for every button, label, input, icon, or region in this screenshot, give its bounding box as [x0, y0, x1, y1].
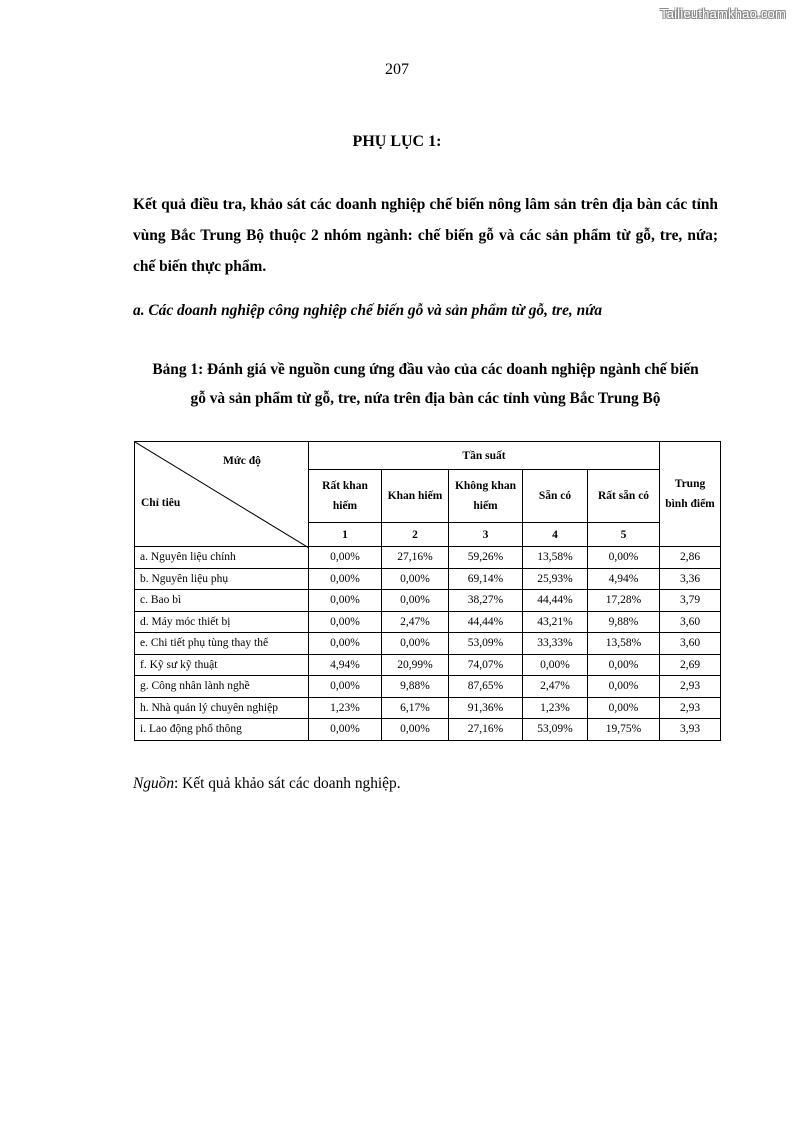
cell-value: 38,27% — [449, 590, 523, 612]
cell-average: 2,93 — [660, 697, 721, 719]
row-label: h. Nhà quản lý chuyên nghiệp — [135, 697, 309, 719]
cell-value: 13,58% — [523, 547, 588, 569]
intro-paragraph: Kết quả điều tra, khảo sát các doanh nghiệp chế biến nông lâm sản trên địa bàn các tỉnh vùng Bắc Trung Bộ thuộc 2 nhóm ngành: chế biến gỗ và các sản phẩm từ gỗ, tre, nứa; chế biến thực phẩm. — [133, 196, 718, 275]
row-label: d. Máy móc thiết bị — [135, 611, 309, 633]
table-caption-line-2: gỗ và sản phẩm từ gỗ, tre, nứa trên địa bàn các tỉnh vùng Bắc Trung Bộ — [190, 390, 661, 407]
cell-value: 0,00% — [588, 697, 660, 719]
cell-value: 9,88% — [382, 676, 449, 698]
header-num-5: 5 — [588, 523, 660, 547]
cell-average: 2,69 — [660, 654, 721, 676]
table-row — [135, 697, 721, 719]
cell-average: 3,60 — [660, 611, 721, 633]
cell-value: 59,26% — [449, 547, 523, 569]
cell-value: 0,00% — [382, 633, 449, 655]
row-label: e. Chi tiết phụ tùng thay thế — [135, 633, 309, 655]
header-col-4: Sẵn có — [523, 470, 588, 523]
cell-value: 0,00% — [309, 676, 382, 698]
row-label: i. Lao động phổ thông — [135, 719, 309, 741]
table-body — [135, 547, 721, 741]
cell-value: 0,00% — [309, 633, 382, 655]
cell-value: 25,93% — [523, 568, 588, 590]
table-row — [135, 611, 721, 633]
cell-value: 53,09% — [523, 719, 588, 741]
row-label: b. Nguyên liệu phụ — [135, 568, 309, 590]
row-label: g. Công nhân lành nghề — [135, 676, 309, 698]
cell-value: 4,94% — [588, 568, 660, 590]
table-row — [135, 719, 721, 741]
cell-average: 3,60 — [660, 633, 721, 655]
cell-value: 0,00% — [382, 590, 449, 612]
cell-value: 44,44% — [523, 590, 588, 612]
watermark: Tailieuthamkhao.com — [660, 6, 786, 21]
diagonal-divider — [135, 442, 309, 548]
header-col-2: Khan hiếm — [382, 470, 449, 523]
table-row — [135, 676, 721, 698]
cell-value: 6,17% — [382, 697, 449, 719]
cell-value: 9,88% — [588, 611, 660, 633]
cell-value: 44,44% — [449, 611, 523, 633]
table-caption — [133, 355, 718, 413]
header-frequency: Tần suất — [309, 442, 660, 470]
cell-value: 0,00% — [523, 654, 588, 676]
corner-label-criteria: Chỉ tiêu — [141, 497, 181, 509]
row-label: c. Bao bì — [135, 590, 309, 612]
cell-value: 0,00% — [309, 590, 382, 612]
cell-value: 20,99% — [382, 654, 449, 676]
cell-value: 0,00% — [309, 611, 382, 633]
cell-value: 0,00% — [309, 719, 382, 741]
cell-value: 0,00% — [588, 654, 660, 676]
source-label: Nguồn — [133, 775, 175, 792]
cell-value: 2,47% — [523, 676, 588, 698]
cell-average: 3,36 — [660, 568, 721, 590]
table-corner-cell — [135, 442, 309, 547]
cell-value: 53,09% — [449, 633, 523, 655]
cell-value: 33,33% — [523, 633, 588, 655]
cell-value: 1,23% — [309, 697, 382, 719]
cell-value: 27,16% — [382, 547, 449, 569]
table-row — [135, 590, 721, 612]
cell-value: 0,00% — [588, 676, 660, 698]
cell-value: 13,58% — [588, 633, 660, 655]
cell-value: 17,28% — [588, 590, 660, 612]
survey-table — [134, 441, 721, 741]
row-label: f. Kỹ sư kỹ thuật — [135, 654, 309, 676]
cell-value: 0,00% — [382, 719, 449, 741]
header-col-3: Không khan hiếm — [449, 470, 523, 523]
section-heading: a. Các doanh nghiệp công nghiệp chế biến gỗ và sản phẩm từ gỗ, tre, nứa — [133, 302, 603, 319]
page-number: 207 — [385, 61, 409, 78]
table-caption-line-1: Bảng 1: Đánh giá về nguồn cung ứng đầu vào của các doanh nghiệp ngành chế biến — [152, 361, 699, 378]
appendix-title: PHỤ LỤC 1: — [352, 133, 442, 150]
cell-value: 4,94% — [309, 654, 382, 676]
cell-value: 69,14% — [449, 568, 523, 590]
cell-average: 2,93 — [660, 676, 721, 698]
cell-value: 27,16% — [449, 719, 523, 741]
cell-average: 2,86 — [660, 547, 721, 569]
cell-average: 3,93 — [660, 719, 721, 741]
header-num-1: 1 — [309, 523, 382, 547]
cell-value: 0,00% — [309, 547, 382, 569]
source-note — [133, 775, 401, 793]
source-text: : Kết quả khảo sát các doanh nghiệp. — [174, 775, 401, 792]
cell-value: 87,65% — [449, 676, 523, 698]
cell-value: 0,00% — [588, 547, 660, 569]
row-label: a. Nguyên liệu chính — [135, 547, 309, 569]
cell-value: 1,23% — [523, 697, 588, 719]
table-row — [135, 654, 721, 676]
table-row — [135, 568, 721, 590]
corner-label-level: Mức độ — [223, 455, 261, 467]
header-average-score: Trung bình điểm — [660, 442, 721, 547]
cell-value: 74,07% — [449, 654, 523, 676]
cell-average: 3,79 — [660, 590, 721, 612]
header-col-5: Rất sẵn có — [588, 470, 660, 523]
cell-value: 19,75% — [588, 719, 660, 741]
cell-value: 43,21% — [523, 611, 588, 633]
header-num-3: 3 — [449, 523, 523, 547]
header-num-4: 4 — [523, 523, 588, 547]
table-row — [135, 547, 721, 569]
header-num-2: 2 — [382, 523, 449, 547]
header-col-1: Rất khan hiếm — [309, 470, 382, 523]
cell-value: 2,47% — [382, 611, 449, 633]
cell-value: 0,00% — [309, 568, 382, 590]
cell-value: 0,00% — [382, 568, 449, 590]
cell-value: 91,36% — [449, 697, 523, 719]
table-row — [135, 633, 721, 655]
